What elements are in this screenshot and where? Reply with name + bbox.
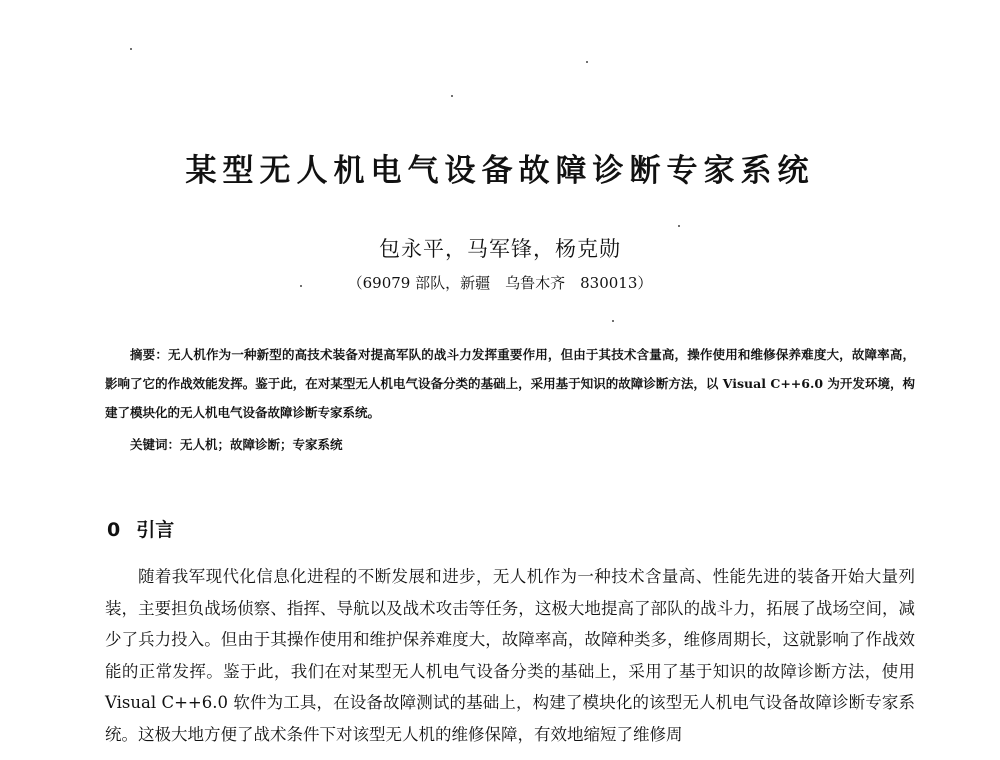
keywords-label: 关键词：: [130, 437, 181, 452]
author-affiliation: （69079 部队，新疆 乌鲁木齐 830013）: [347, 274, 653, 292]
scan-speck: [586, 61, 588, 63]
body-paragraph: 随着我军现代化信息化进程的不断发展和进步，无人机作为一种技术含量高、性能先进的装备开始大量列装，主要担负战场侦察、指挥、导航以及战术攻击等任务，这极大地提高了部队的战斗力，拓展了战场空间，减少了兵力投入。但由于其操作使用和维护保养难度大，故障率高，故障种类多，维修周期长，这就影响了作战效能的正常发挥。鉴于此，我们在对某型无人机电气设备分类的基础上，采用了基于知识的故障诊断方法，使用 Visual C++6.0 软件为工具，在设备故障测试的基础上，构建了模块化的该型无人机电气设备故障诊断专家系统。这极大地方便了战术条件下对该型无人机的维修保障，有效地缩短了维修周: [105, 567, 915, 744]
paper-title: 某型无人机电气设备故障诊断专家系统: [185, 153, 815, 189]
author-list: 包永平，马军锋，杨克勋: [379, 237, 621, 261]
scan-speck: [130, 48, 132, 50]
abstract-text: 无人机作为一种新型的高技术装备对提高军队的战斗力发挥重要作用，但由于其技术含量高，操作使用和维修保养难度大，故障率高，影响了它的作战效能发挥。鉴于此，在对某型无人机电气设备分类的基础上，采用基于知识的故障诊断方法，以 Visual C++6.0 为开发环境，构建了模块化的无人机电气设备故障诊断专家系统。: [105, 347, 915, 420]
section-heading: [107, 515, 174, 542]
abstract-label: 摘要：: [130, 347, 168, 362]
section-title: 引言: [136, 519, 175, 541]
scan-speck: [451, 95, 453, 97]
keywords-text: 无人机；故障诊断；专家系统: [180, 437, 343, 452]
scan-speck: [678, 225, 680, 227]
scan-speck: [612, 320, 614, 322]
keywords: [105, 435, 915, 453]
section-number: 0: [107, 519, 121, 541]
abstract: [105, 340, 915, 427]
